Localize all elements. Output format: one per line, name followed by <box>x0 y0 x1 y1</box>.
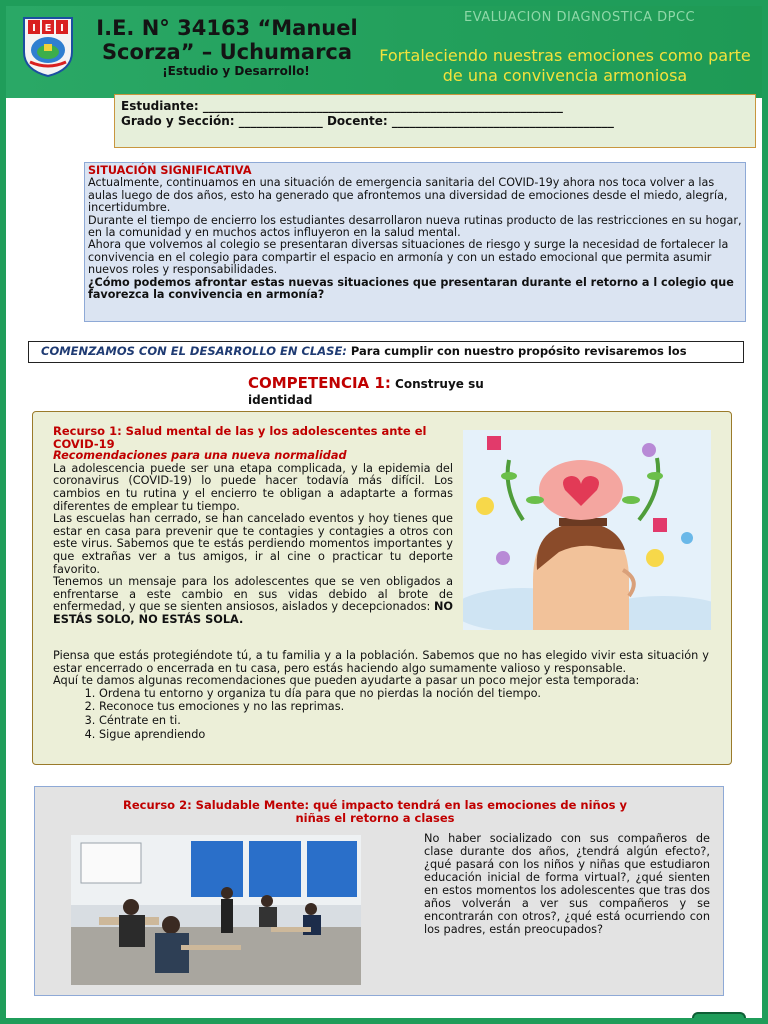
resource-1-paragraph: Tenemos un mensaje para los adolescentes que se ven obligados a enfrentarse a este cambio en sus vidas debido al brote de enfermedad, y que se sienten ansiosos, aislados y decepcionados: NO ESTÁS SOLO, NO ESTÁS SOLA. <box>53 575 454 626</box>
school-motto: ¡Estudio y Desarrollo! <box>162 64 310 78</box>
class-start-lead: COMENZAMOS CON EL DESARROLLO EN CLASE: <box>41 344 347 358</box>
situation-paragraph: Durante el tiempo de encierro los estudiantes desarrollaron nueva rutinas producto de las restricciones en su hogar, en la comunidad y en muchos actos influyeron en la salud mental. <box>88 213 742 240</box>
situation-title: SITUACIÓN SIGNIFICATIVA <box>88 164 252 177</box>
grade-label: Grado y Sección: <box>121 114 235 128</box>
resource-2-title: Recurso 2: Saludable Mente: qué impacto tendrá en las emociones de niños y niñas el retorno a clases <box>123 798 627 825</box>
list-item: 4. Sigue aprendiendo <box>99 729 709 742</box>
mental-health-illustration <box>463 430 711 630</box>
resource-1-recommendations <box>53 650 709 742</box>
student-info-form <box>114 94 756 148</box>
student-label: Estudiante: <box>121 99 199 113</box>
situation-box <box>84 162 746 322</box>
competency-label: COMPETENCIA 1: <box>248 374 391 392</box>
situation-paragraph: Actualmente, continuamos en una situación de emergencia sanitaria del COVID-19y ahora nos toca volver a las aulas luego de dos años, esto ha generado que afrontemos una diversidad de emociones desde el miedo, alegría, incertidumbre. <box>88 176 728 215</box>
theme-title: Fortaleciendo nuestras emociones como parte de una convivencia armoniosa <box>379 46 751 85</box>
resource-1-box <box>32 411 732 765</box>
resource-2-box <box>34 786 724 996</box>
svg-text:I: I <box>32 23 36 34</box>
svg-text:E: E <box>44 23 52 34</box>
student-field[interactable]: ____________________________________________________________ <box>202 99 563 113</box>
list-item: 3. Céntrate en ti. <box>99 715 709 728</box>
resource-1-paragraph: Las escuelas han cerrado, se han cancelado eventos y hoy tienes que estar en casa para prevenir que te contagies y contagies a otros con este virus. Sabemos que te estás perdiendo momentos importantes y que extrañas ver a tus amigos, ir al cine o practicar tu deporte favorito. <box>53 512 453 576</box>
grade-teacher-row <box>121 114 749 129</box>
resource-1-paragraph: Aquí te damos algunas recomendaciones que pueden ayudarte a pasar un poco mejor esta temporada: <box>53 674 640 688</box>
list-item: 2. Reconoce tus emociones y no las reprimas. <box>99 701 709 714</box>
svg-text:I: I <box>60 23 64 34</box>
student-row <box>121 99 749 114</box>
situation-question: ¿Cómo podemos afrontar estas nuevas situaciones que presentaran durante el retorno a l colegio que favorezca la convivencia en armonía? <box>88 275 734 302</box>
classroom-photo <box>71 835 361 985</box>
evaluation-label: EVALUACION DIAGNOSTICA DPCC <box>464 10 696 25</box>
resource-1-text <box>53 425 453 627</box>
resource-1-emphasis: NO ESTÁS SOLO, NO ESTÁS SOLA. <box>53 600 454 626</box>
resource-1-subtitle: Recomendaciones para una nueva normalidad <box>53 449 347 463</box>
page-tab <box>692 1012 746 1018</box>
resource-1-paragraph: Piensa que estás protegiéndote tú, a tu familia y a la población. Sabemos que no has elegido vivir esta situación y estar encerrado o encerrada en tu casa, pero estás haciendo algo sumamente valioso y responsable. <box>53 649 709 675</box>
header-band <box>6 6 762 98</box>
document-page <box>6 6 762 1018</box>
class-start-banner <box>28 341 744 363</box>
teacher-label: Docente: <box>326 114 388 128</box>
competency-heading <box>248 375 528 408</box>
class-start-text: Para cumplir con nuestro propósito revisaremos los <box>350 344 687 358</box>
resource-2-text: No haber socializado con sus compañeros de clase durante dos años, ¿tendrá algún efecto?, ¿qué pasará con los niños y niñas que estudiaron educación inicial de forma virtual?, ¿qué sienten en estos momentos los adolescentes que tras dos años volverán a ver sus compañeros y se encontrarán con otros?, ¿qué está ocurriendo con los padres, están preocupados? <box>424 832 710 936</box>
grade-field[interactable]: ______________ <box>238 114 323 128</box>
teacher-field[interactable]: _____________________________________ <box>391 114 614 128</box>
resource-1-paragraph: La adolescencia puede ser una etapa complicada, y la epidemia del coronavirus (COVID-19) lo puede hacer todavía más difícil. Los cambios en tu rutina y el encierro te obligan a adaptarte a formas diferentes de emplear tu tiempo. <box>53 461 453 513</box>
school-name: I.E. N° 34163 “Manuel Scorza” – Uchumarca <box>96 16 358 64</box>
resource-1-title: Recurso 1: Salud mental de las y los adolescentes ante el COVID-19 <box>53 424 427 451</box>
competency-text: Construye su identidad <box>248 377 484 407</box>
situation-paragraph: Ahora que volvemos al colegio se presentaran diversas situaciones de riesgo y surge la necesidad de fortalecer la convivencia en el colegio para compartir el espacio en armonía y con un estado emocional que permita asumir nuevos roles y responsabilidades. <box>88 238 729 277</box>
recommendations-list <box>53 688 709 741</box>
list-item: 1. Ordena tu entorno y organiza tu día para que no pierdas la noción del tiempo. <box>99 688 709 701</box>
